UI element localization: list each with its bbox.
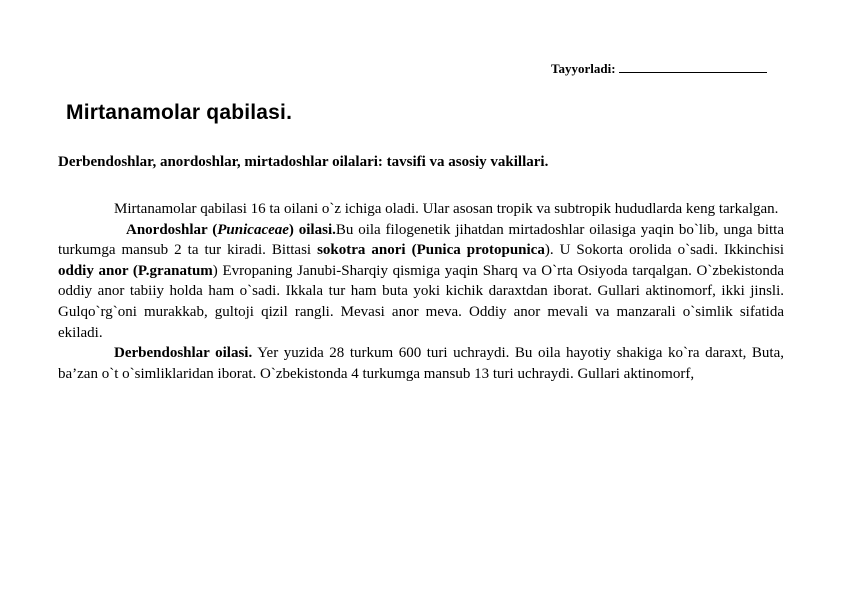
paragraph-text: Yer yuzida 28 turkum 600 turi uchraydi. Bu oila hayotiy shakiga ko`ra daraxt, Buta, ba’zan o`t o`simliklaridan iborat. O`zbekistonda 4 turkumga mansub 13 turi uchraydi. Gullari aktinomorf, [58,345,784,382]
paragraph-lead: Derbendoshlar oilasi. [114,345,253,362]
latin-name: Punicaceae [217,221,289,238]
paragraph-anordoshlar [58,220,784,344]
species-name: sokotra anori (Punica protopunica [317,242,545,259]
paragraph-text: ). U Sokorta orolida o`sadi. Ikkinchisi [544,242,784,259]
document-body [58,199,784,384]
lead-text: Anordoshlar ( [126,221,218,238]
lead-end-text: ) oilasi. [288,221,336,238]
paragraph-intro: Mirtanamolar qabilasi 16 ta oilani o`z ichiga oladi. Ular asosan tropik va subtropik hududlarda keng tarkalgan. [114,201,779,217]
paragraph-lead [126,222,336,238]
prepared-by-line [551,60,767,77]
paragraph-text: ) Evropaning Janubi-Sharqiy qismiga yaqin Sharq va O`rta Osiyoda tarqalgan. O`zbekistonda oddiy anor tabiiy holda ham o`sadi. Ikkala tur ham buta yoki kichik daraxtdan iborat. Gullari aktinomorf, ikki jinsli. Gulqo`rg`oni murakkab, gultoji qizil rangli. Mevasi anor meva. Oddiy anor mevali va manzarali o`simlik sifatida ekiladi. [58,262,784,341]
paragraph-text: Bu oila filogenetik jihatdan mirtadoshlar oilasiga yaqin bo`lib, unga bitta turkumga mansub 2 ta tur kiradi. Bittasi [58,221,784,259]
signature-blank-line [619,60,767,73]
prepared-by-label: Tayyorladi: [551,61,616,76]
paragraph-derbendoshlar [58,343,784,384]
page-subtitle: Derbendoshlar, anordoshlar, mirtadoshlar oilalari: tavsifi va asosiy vakillari. [58,154,549,170]
page-title: Mirtanamolar qabilasi. [66,101,293,124]
species-name: oddiy anor (P.granatum [58,262,213,279]
